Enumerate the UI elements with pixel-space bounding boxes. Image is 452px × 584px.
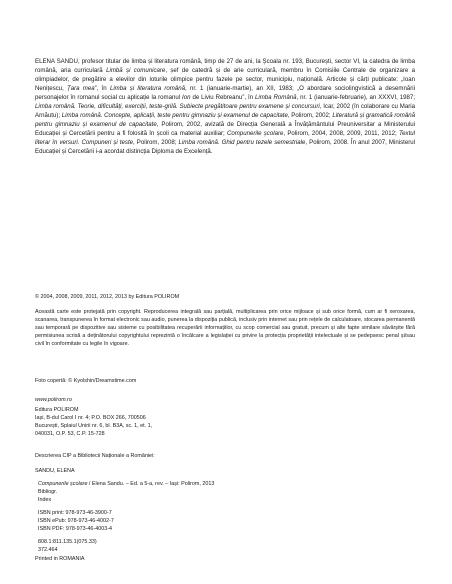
cip-title-line: Compunerile școlare / Elena Sandu. – Ed. a 5-a, rev. – Iași: Polirom, 2013 (38, 481, 215, 487)
copyright-line: © 2004, 2008, 2009, 2011, 2012, 2013 by Editura POLIROM (35, 294, 180, 300)
cip-author: SANDU, ELENA (35, 468, 75, 474)
udc-code: 808.1:811.135.1(075.33) (38, 539, 97, 545)
cip-record (35, 467, 415, 554)
cip-heading: Descrierea CIP a Bibliotecii Naționale a României: (35, 453, 155, 459)
author-biography: ELENA SANDU, profesor titular de limba și literatura română, timp de 27 de ani, la Școala nr. 193, București, sector VI, la catedra de limba română, aria curriculară Limbă și comunicare, șef de catedră și de arie curriculară, membru în Comisiile Centrale de organizare a olimpiadelor, de pregătire a elevilor din loturile olimpice pentru fazele pe sector, municipiu, națională. Articole și cărți publicate: „Ioan Nenițescu, Țara mea”, în Limba și literatura română, nr. 1 (ianuarie-martie), an XII, 1983; „O abordare sociolingvistică a desemnării personajelor în romanul social cu aplicație la romanul Ion de Liviu Rebreanu”, în Limba Română, nr. 1 (ianuarie-februarie), an XXXVI, 1987; Limba română. Teorie, dificultăți, exerciții, teste-grilă. Subiecte pregătitoare pentru examene și concursuri, Icar, 2002 (în colaborare cu Maria Arnăutu); Limba română. Concepte, aplicații, teste pentru gimnaziu și examenul de capacitate, Polirom, 2002; Literatură și gramatică română pentru gimnaziu și examenul de capacitate, Polirom, 2002, avizată de Direcția Generală a Învățământului Preuniversitar a Ministerului Educației și Cercetării pentru a fi folosită în școli ca material auxiliar; Compunerile școlare, Polirom, 2004, 2008, 2009, 2011, 2012; Textul literar în versuri. Compuneri și teste, Polirom, 2008; Limba română. Ghid pentru tezele semestriale, Polirom, 2008. În anul 2007, Ministerul Educației și Cercetării i-a acordat distincția Diploma de Excelență. (35, 58, 416, 156)
cip-bibliography: Bibliogr. (38, 489, 58, 495)
isbn-print: ISBN print: 978-973-46-3900-7 (38, 510, 112, 516)
publisher-website: www.polirom.ro (35, 397, 72, 403)
address-line-bucuresti: București, Splaiul Unirii nr. 6, bl. B3A, sc. 1, et. 1, (35, 423, 153, 429)
printed-in: Printed in ROMANIA (35, 556, 85, 562)
address-line-iasi: Iași, B-dul Carol I nr. 4; P.O. BOX 266, 700506 (35, 415, 146, 421)
publisher-address (35, 406, 415, 438)
cover-photo-credit: Foto copertă: © Kyolshin/Dreamstime.com (35, 378, 137, 384)
publisher-name: Editura POLIROM (35, 407, 79, 413)
udc-code-secondary: 372.464 (38, 547, 58, 553)
isbn-pdf: ISBN PDF: 978-973-46-4003-4 (38, 526, 113, 532)
address-line-postal: 040031, O.P. 53, C.P. 15-728 (35, 431, 105, 437)
isbn-epub: ISBN ePub: 978-973-46-4002-7 (38, 518, 114, 524)
cip-index: Index (38, 497, 52, 503)
legal-notice: Această carte este protejată prin copyright. Reproducerea integrală sau parțială, multiplicarea prin orice mijloace și sub orice formă, cum ar fi xeroxarea, scanarea, transpunerea în format electronic sau audio, punerea la dispoziția publică, inclusiv prin internet sau prin rețele de calculatoare, stocarea permanentă sau temporară pe dispozitive sau sisteme cu posibilitatea recuperării informațiilor, cu scop comercial sau gratuit, precum și alte fapte similare săvârșite fără permisiunea scrisă a deținătorului copyrightului reprezintă o încălcare a legislației cu privire la protecția proprietății intelectuale și se pedepsesc penal și/sau civil în conformitate cu legile în vigoare. (35, 309, 415, 347)
